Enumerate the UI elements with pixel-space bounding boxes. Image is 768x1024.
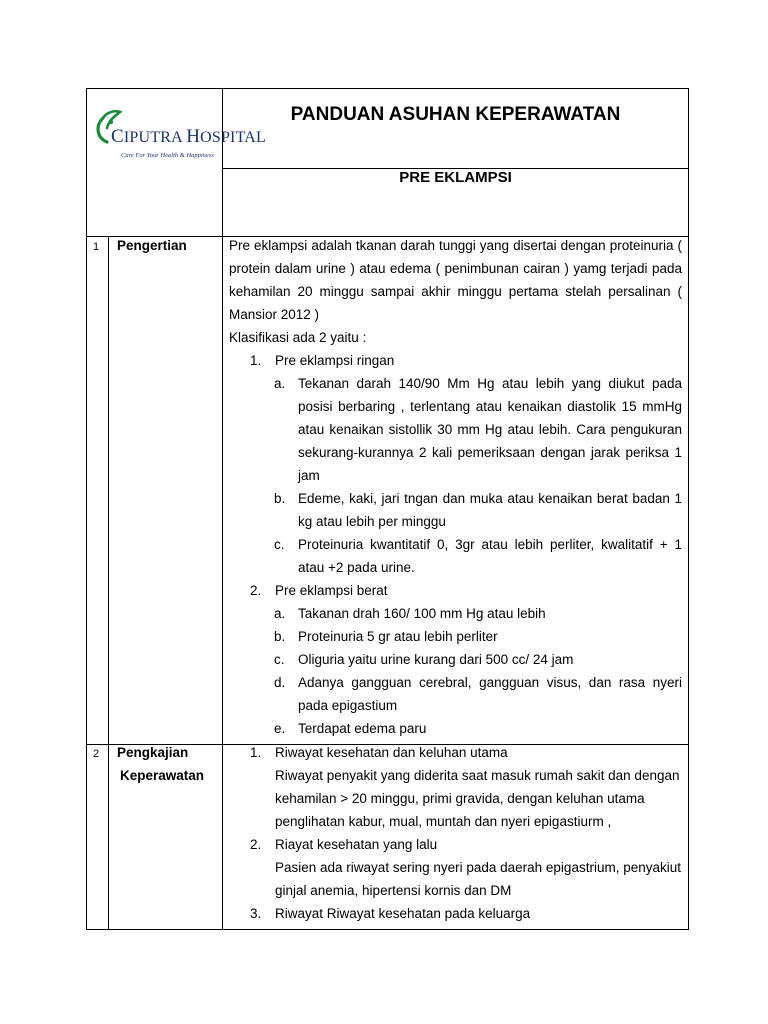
list-item-text: Pre eklampsi ringan — [275, 353, 395, 368]
row-number: 2 — [93, 748, 100, 760]
sub-list-item — [229, 625, 682, 648]
table-border-bottom — [86, 929, 689, 930]
list-item-text: Riwayat Riwayat kesehatan pada keluarga — [275, 906, 531, 921]
sub-list-item — [229, 372, 682, 487]
list-item — [229, 349, 682, 372]
table-border-left — [86, 88, 87, 930]
list-number: 2. — [250, 583, 262, 598]
sub-list-text: Oliguria yaitu urine kurang dari 500 cc/ 24 jam — [298, 652, 574, 667]
list-number: 1. — [250, 745, 262, 760]
sub-list-letter: a. — [274, 606, 286, 621]
list-item-detail: Pasien ada riwayat sering nyeri pada daerah epigastrium, penyakiut ginjal anemia, hipertensi kornis dan DM — [275, 860, 681, 898]
sub-list-text: Terdapat edema paru — [298, 721, 427, 736]
pengertian-content — [229, 234, 682, 740]
sub-list-letter: b. — [274, 629, 286, 644]
logo-tagline: Care For Your Health & Happiness — [121, 152, 214, 159]
sub-list-item — [229, 671, 682, 717]
sub-list-text: Adanya gangguan cerebral, gangguan visus, dan rasa nyeri pada epigastium — [298, 675, 682, 713]
sub-list-item — [229, 648, 682, 671]
number-column-divider — [108, 236, 109, 930]
table-border-top — [86, 88, 689, 89]
document-subtitle: PRE EKLAMPSI — [399, 169, 512, 186]
sub-list-letter: b. — [274, 491, 286, 506]
sub-list-letter: d. — [274, 675, 286, 690]
sub-list-item — [229, 533, 682, 579]
sub-list-text: Edeme, kaki, jari tngan dan muka atau kenaikan berat badan 1 kg atau lebih per minggu — [298, 491, 682, 529]
list-number: 3. — [250, 906, 262, 921]
sub-list-item — [229, 487, 682, 533]
table-border-right — [688, 88, 689, 930]
header-divider-vertical — [222, 88, 223, 930]
sub-list-letter: c. — [274, 537, 285, 552]
logo-wordmark: CIPUTRA HOSPITAL — [111, 126, 267, 147]
list-item — [229, 579, 682, 602]
list-item-detail: Riwayat penyakit yang diderita saat masuk rumah sakit dan dengan kehamilan > 20 minggu, primi gravida, dengan keluhan utama penglihatan kabur, mual, muntah dan nyeri epigastiurm , — [275, 768, 680, 829]
sub-list-item — [229, 717, 682, 740]
sub-list-letter: c. — [274, 652, 285, 667]
list-item — [229, 902, 682, 925]
sub-list-text: Tekanan darah 140/90 Mm Hg atau lebih yang diukut pada posisi berbaring , terlentang atau kenaikan diastolik 15 mmHg atau kenaikan sistollik 30 mm Hg atau lebih. Cara pengukuran sekurang-kurannya 2 kali pemeriksaan dengan jarak periksa 1 jam — [298, 376, 682, 483]
sub-list-text: Takanan drah 160/ 100 mm Hg atau lebih — [298, 606, 546, 621]
hospital-logo — [93, 108, 267, 168]
sub-list-text: Proteinuria kwantitatif 0, 3gr atau lebih perliter, kwalitatif + 1 atau +2 pada urine. — [298, 537, 682, 575]
list-item-text: Pre eklampsi berat — [275, 583, 388, 598]
sub-list-letter: e. — [274, 721, 286, 736]
list-item-text: Riwayat kesehatan dan keluhan utama — [275, 745, 508, 760]
sub-list-text: Proteinuria 5 gr atau lebih perliter — [298, 629, 498, 644]
list-number: 2. — [250, 837, 262, 852]
row-label-keperawatan: Keperawatan — [120, 768, 205, 783]
list-number: 1. — [250, 353, 262, 368]
list-item — [229, 741, 682, 764]
list-item-text: Riayat kesehatan yang lalu — [275, 837, 438, 852]
list-item — [229, 833, 682, 856]
row-label-pengkajian: Pengkajian — [117, 745, 189, 760]
classification-heading: Klasifikasi ada 2 yaitu : — [229, 330, 367, 345]
definition-paragraph: Pre eklampsi adalah tkanan darah tunggi yang disertai dengan proteinuria ( protein dalam urine ) atau edema ( penimbunan cairan ) yamg terjadi pada kehamilan 20 minggu sampai akhir minggu pertama stelah persalinan ( Mansior 2012 ) — [229, 238, 682, 322]
document-title: PANDUAN ASUHAN KEPERAWATAN — [290, 104, 621, 125]
pengkajian-content — [229, 741, 682, 925]
row-number: 1 — [93, 241, 100, 253]
row-label-pengertian: Pengertian — [117, 238, 187, 253]
sub-list-letter: a. — [274, 376, 286, 391]
sub-list-item — [229, 602, 682, 625]
